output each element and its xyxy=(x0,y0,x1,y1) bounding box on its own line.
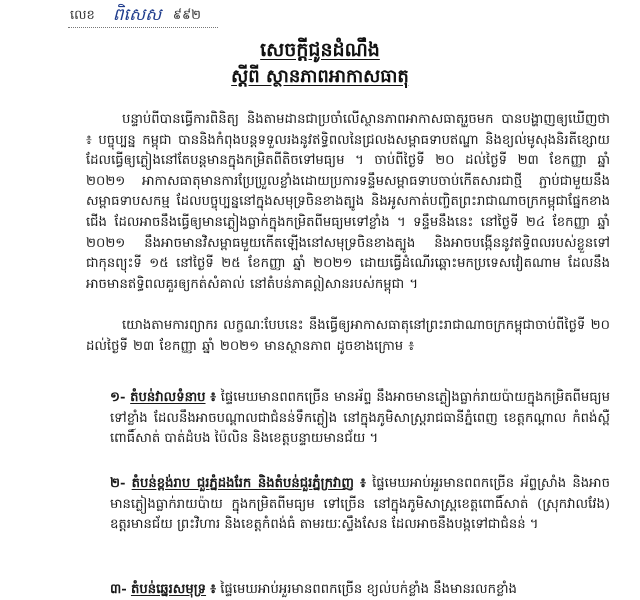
reference-label: លេខ xyxy=(70,7,95,23)
item-heading: តំបន់ខ្ពង់រាប ជួរភ្នំដងរែក និងតំបន់ជួរភ្នំក្រវាញ xyxy=(131,476,354,491)
item-text: ផ្ទៃមេឃមានពពកច្រើន មានអ័ព្ទ នឹងអាចមានភ្លៀងធ្លាក់រាយប៉ាយក្នុងកម្រិតពីមធ្យម ទៅខ្លាំង ដែលនឹងអាចបណ្តាលជាជំនន់ទឹកភ្លៀង នៅក្នុងភូមិសាស្ត្ររាជធានីភ្នំពេញ ខេត្តកណ្តាល កំពង់ស្ពឺ ពោធិ៍សាត់ បាត់ដំបង ប៉ៃលិន និងខេត្តបន្ទាយមានជ័យ ។ xyxy=(110,390,610,447)
item-separator: ៖ xyxy=(360,476,366,491)
document-reference xyxy=(70,4,201,28)
list-item-lowland xyxy=(110,388,610,450)
item-separator: ៖ xyxy=(210,582,217,597)
reference-year: ៩៩២ xyxy=(172,7,202,23)
item-heading: តំបន់ឆ្នេរសមុទ្រ xyxy=(130,582,207,597)
item-number: ២- xyxy=(110,476,126,491)
item-number: ១- xyxy=(110,390,126,405)
item-separator: ៖ xyxy=(210,390,217,405)
paragraph-situation: បន្ទាប់ពីបានធ្វើការពិនិត្យ និងតាមដានជាប្រចាំលើស្ថានភាពអាកាសធាតុរួចមក បានបង្ហាញឲ្យឃើញថា ៖ បច្ចុប្បន្ន កម្ពុជា បាននិងកំពុងបន្តទទួលរងនូវឥទ្ធិពលនៃជ្រលងសម្ពាធទាបឥណ្ឌា និងខ្យល់មូសុងនិរតីខ្សោយ ដែលធ្វើឲ្យភ្លៀងនៅតែបន្តមានក្នុងកម្រិតពីតិចទៅមធ្យម ។ ចាប់ពីថ្ងៃទី ២០ ដល់ថ្ងៃទី ២៣ ខែកញ្ញា ឆ្នាំ ២០២១ អាកាសធាតុមានការប្រែប្រួលខ្លាំងដោយប្រការទន្ទឹមសម្ពាធទាបចាប់កើតសារជាថ្មី ភ្ជាប់ជាមួយនឹងសម្ពាធទាបសកម្ម ដែលបច្ចុប្បន្ននៅក្នុងសមុទ្រចិនខាងត្បូង និងអូសកាត់បញ្ចិតព្រះរាជាណាចក្រកម្ពុជាផ្នែកខាងជើង ដែលអាចនឹងធ្វើឲ្យមានភ្លៀងធ្លាក់ក្នុងកម្រិតពីមធ្យមទៅខ្លាំង ។ ទន្ទឹមនឹងនេះ នៅថ្ងៃទី ២៤ ខែកញ្ញា ឆ្នាំ ២០២១ នឹងអាចមានវិសម្ពាធមួយកើតឡើងនៅសមុទ្រចិនខាងត្បូង និងអាចបង្កើននូវឥទ្ធិពលរបស់ខ្លួនទៅជាកុនព្យុះទី ១៥ នៅថ្ងៃទី ២៥ ខែកញ្ញា ឆ្នាំ ២០២១ ដោយធ្វើដំណើរឆ្ពោះមកប្រទេសវៀតណាម ដែលនឹងអាចមានឥទ្ធិពលគួរឲ្យកត់សំគាល់ នៅតំបន់ភាគឦសានរបស់កម្ពុជា ។ xyxy=(86,112,610,292)
document-title: សេចក្តីជូនដំណឹង xyxy=(260,39,380,61)
item-text: ផ្ទៃមេឃអាប់អួរមានពពកច្រើន អ័ព្ទស្រាំង និងអាចមានភ្លៀងធ្លាក់រាយប៉ាយ ក្នុងកម្រិតពីមធ្យម ទៅច្រើន នៅក្នុងភូមិសាស្ត្រខេត្តពោធិ៍សាត់ (ស្រុកវាលវែង) ឧត្តរមានជ័យ ព្រះវិហារ និងខេត្តកំពង់ធំ តាមរយៈស្ទឹងសែន ដែលអាចនឹងបង្កទៅជាជំនន់ ។ xyxy=(110,476,610,533)
list-item-plateau xyxy=(110,474,610,536)
list-item-coastal xyxy=(110,580,610,600)
item-heading: តំបន់វាលទំនាប xyxy=(130,390,206,405)
document-subtitle: ស្តីពី ស្ថានភាពអាកាសធាតុ xyxy=(231,66,409,87)
item-text: ផ្ទៃមេឃអាប់អួរមានពពកច្រើន ខ្យល់បក់ខ្លាំង នឹងមានរលកខ្លាំង xyxy=(220,582,517,597)
reference-number: ពិសេស xyxy=(112,4,162,25)
reference-dotted-line xyxy=(68,27,218,28)
item-number: ៣- xyxy=(110,582,127,597)
paragraph-forecast-intro: យោងតាមការព្យាករ លក្ខណៈបែបនេះ នឹងធ្វើឲ្យអាកាសធាតុនៅព្រះរាជាណាចក្រកម្ពុជាចាប់ពីថ្ងៃទី ២០ ដល់ថ្ងៃទី ២៣ ខែកញ្ញា ឆ្នាំ ២០២១ មានស្ថានភាព ដូចខាងក្រោម ៖ xyxy=(86,318,610,354)
